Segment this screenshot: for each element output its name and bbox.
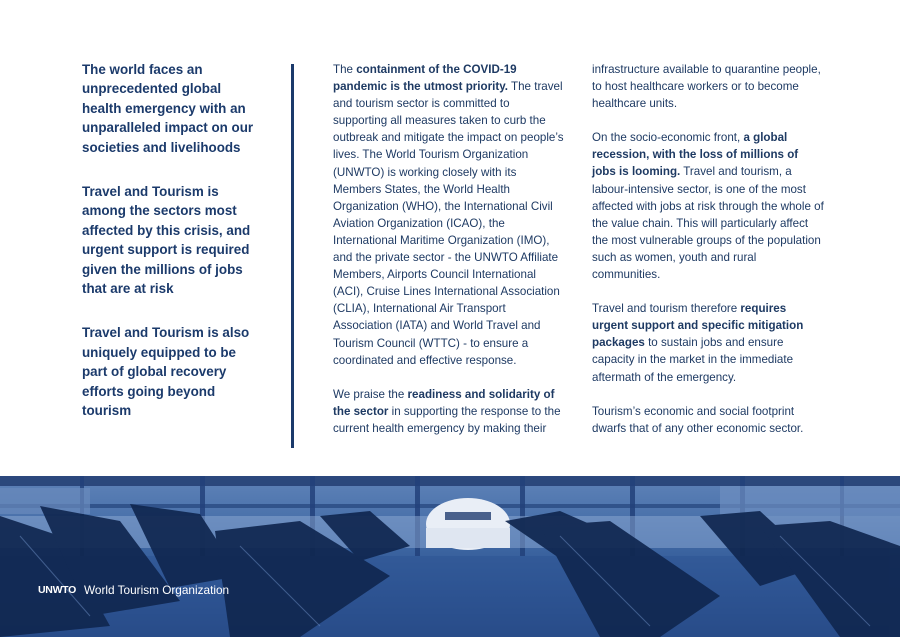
body-column-middle — [333, 61, 565, 437]
paragraph-containment: The containment of the COVID-19 pandemic is the utmost priority. The travel and tourism sector is committed to supporting all measures taken to curb the outbreak and mitigate the impact on people’s lives. The World Tourism Organization (UNWTO) is working closely with its Members States, the World Health Organization (WHO), the International Civil Aviation Organization (ICAO), the International Maritime Organization (IMO), and the private sector - the UNWTO Affiliate Members, Airports Council International (ACI), Cruise Lines International Association (CLIA), International Air Transport Association (IATA) and World Travel and Tourism Council (WTTC) - to ensure a coordinated and effective response. — [333, 63, 564, 367]
airport-waiting-area-photo — [0, 476, 900, 637]
paragraph-solidarity: We praise the readiness and solidarity of the sector in supporting the response to the current health emergency by making their — [333, 387, 561, 435]
paragraph-support: Travel and tourism therefore requires urgent support and specific mitigation packages to sustain jobs and ensure capacity in the market in the immediate aftermath of the emergency. — [592, 302, 804, 384]
paragraph-infrastructure: infrastructure available to quarantine people, to host healthcare workers or to become healthcare units. — [592, 63, 821, 111]
statement-3: Travel and Tourism is also uniquely equipped to be part of global recovery efforts going beyond tourism — [82, 325, 250, 419]
footer-branding — [38, 582, 229, 598]
statement-1: The world faces an unprecedented global health emergency with an unparalleled impact on our societies and livelihoods — [82, 62, 254, 155]
paragraph-recession: On the socio-economic front, a global recession, with the loss of millions of jobs is looming. Travel and tourism, a labour-intensive sector, is one of the most affected with jobs at risk through the whole of the value chain. This will particularly affect the most vulnerable groups of the population such as women, youth and rural communities. — [592, 131, 824, 282]
unwto-logo: UNWTO — [38, 584, 76, 596]
airplane — [426, 498, 510, 550]
paragraph-footprint: Tourism’s economic and social footprint dwarfs that of any other economic sector. — [592, 404, 804, 435]
vertical-divider — [291, 64, 294, 448]
airport-illustration — [0, 476, 900, 637]
statement-2: Travel and Tourism is among the sectors most affected by this crisis, and urgent support is required given the millions of jobs that are at risk — [82, 184, 251, 297]
key-statements — [82, 60, 262, 421]
organization-name: World Tourism Organization — [83, 583, 230, 597]
body-column-right — [592, 61, 824, 437]
